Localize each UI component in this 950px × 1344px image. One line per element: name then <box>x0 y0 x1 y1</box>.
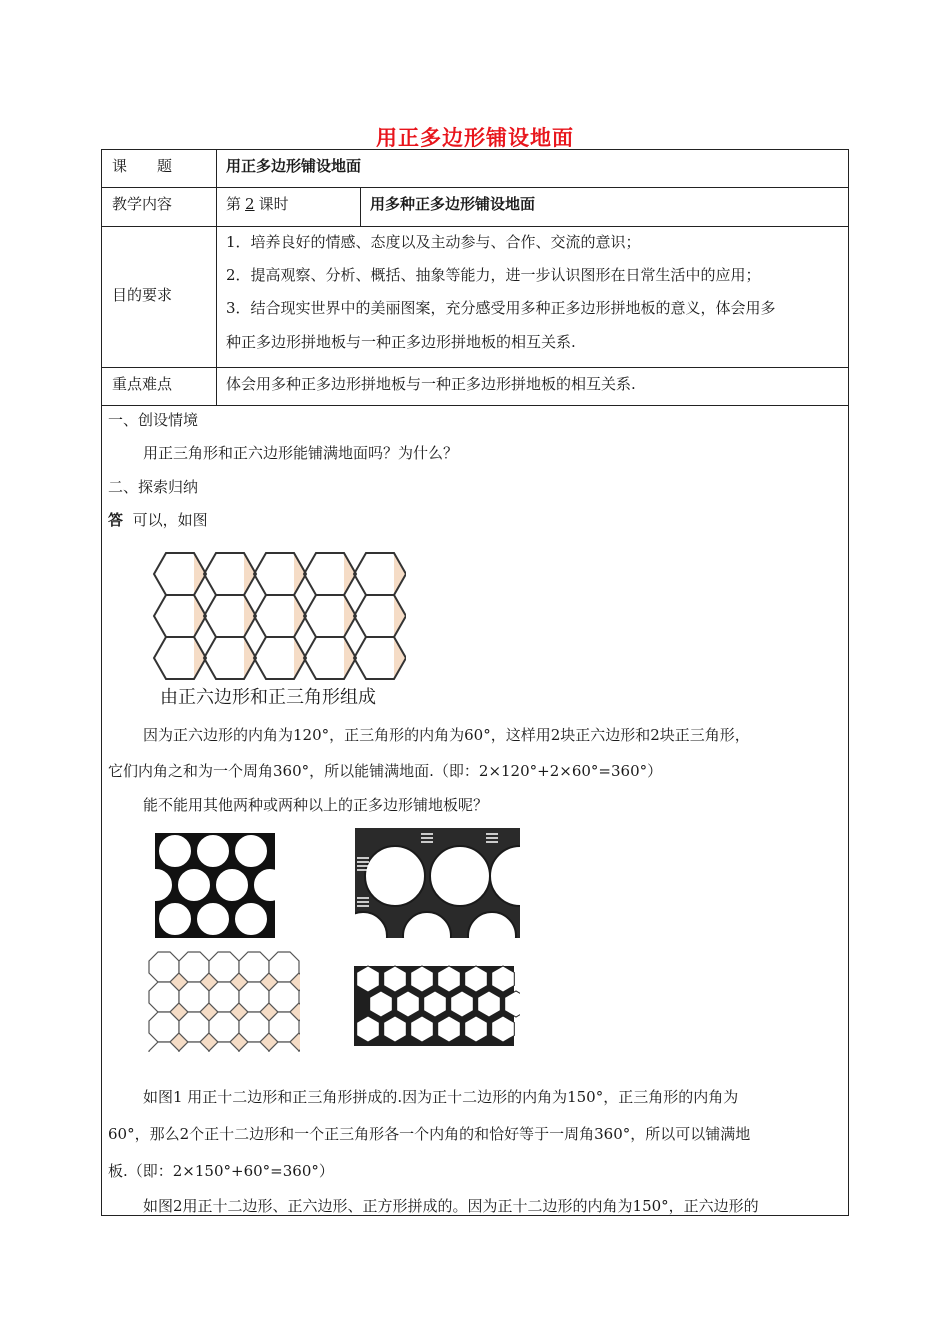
answer-line <box>108 509 208 530</box>
paragraph-line: 如图1 用正十二边形和正三角形拼成的.因为正十二边形的内角为150°，正三角形的内角为 <box>143 1088 739 1106</box>
content-label: 教学内容 <box>112 195 173 213</box>
hexagon-triangle-tiling-figure <box>146 545 406 685</box>
answer-label: 答 <box>108 511 124 529</box>
table-divider <box>216 149 217 405</box>
paragraph-line: 如图2用正十二边形、正六边形、正方形拼成的。因为正十二边形的内角为150°，正六边形的 <box>143 1197 759 1215</box>
dodecagon-hexagon-square-tiling-figure <box>355 828 520 938</box>
goal-item: 2．提高观察、分析、概括、抽象等能力，进一步认识图形在日常生活中的应用； <box>226 266 761 284</box>
lesson-number-value: 2 <box>245 195 255 213</box>
octagon-square-tiling-figure <box>145 950 300 1052</box>
paragraph-line: 板.（即：2×150°+60°=360°） <box>108 1162 334 1180</box>
topic-value: 用正多边形铺设地面 <box>226 157 362 175</box>
lesson-number <box>226 194 289 214</box>
figure-caption: 由正六边形和正三角形组成 <box>160 687 376 708</box>
key-label: 重点难点 <box>112 375 173 393</box>
lesson-title: 用多种正多边形铺设地面 <box>370 195 536 213</box>
lesson-prefix: 第 <box>226 195 242 213</box>
answer-text: 可以，如图 <box>132 511 208 529</box>
lesson-suffix: 课时 <box>258 195 289 213</box>
table-divider <box>101 367 849 368</box>
topic-label: 课 题 <box>112 157 173 175</box>
paragraph-line: 它们内角之和为一个周角360°，所以能铺满地面.（即：2×120°+2×60°=360°） <box>108 762 663 780</box>
goals-label: 目的要求 <box>112 286 173 304</box>
table-divider <box>101 226 849 227</box>
table-divider <box>101 405 849 406</box>
question-text: 用正三角形和正六边形能铺满地面吗？为什么？ <box>143 444 459 462</box>
goal-item: 1．培养良好的情感、态度以及主动参与、合作、交流的意识； <box>226 233 641 251</box>
goal-item: 3．结合现实世界中的美丽图案，充分感受用多种正多边形拼地板的意义，体会用多 <box>226 299 776 317</box>
paragraph-line: 60°，那么2个正十二边形和一个正三角形各一个内角的和恰好等于一周角360°，所以可以铺满地 <box>108 1125 751 1143</box>
question-text: 能不能用其他两种或两种以上的正多边形铺地板呢？ <box>143 796 489 814</box>
hexagon-triangle-square-tiling-figure <box>348 962 520 1050</box>
section-heading: 一、创设情境 <box>108 411 199 429</box>
octagon-circle-tiling-figure <box>155 833 275 938</box>
paragraph-line: 因为正六边形的内角为120°，正三角形的内角为60°，这样用2块正六边形和2块正三角形， <box>143 726 750 744</box>
section-heading: 二、探索归纳 <box>108 478 199 496</box>
key-value: 体会用多种正多边形拼地板与一种正多边形拼地板的相互关系. <box>226 375 636 393</box>
table-divider <box>360 187 361 226</box>
table-divider <box>101 187 849 188</box>
goal-item: 种正多边形拼地板与一种正多边形拼地板的相互关系. <box>226 333 576 351</box>
page-title: 用正多边形铺设地面 <box>376 126 574 150</box>
